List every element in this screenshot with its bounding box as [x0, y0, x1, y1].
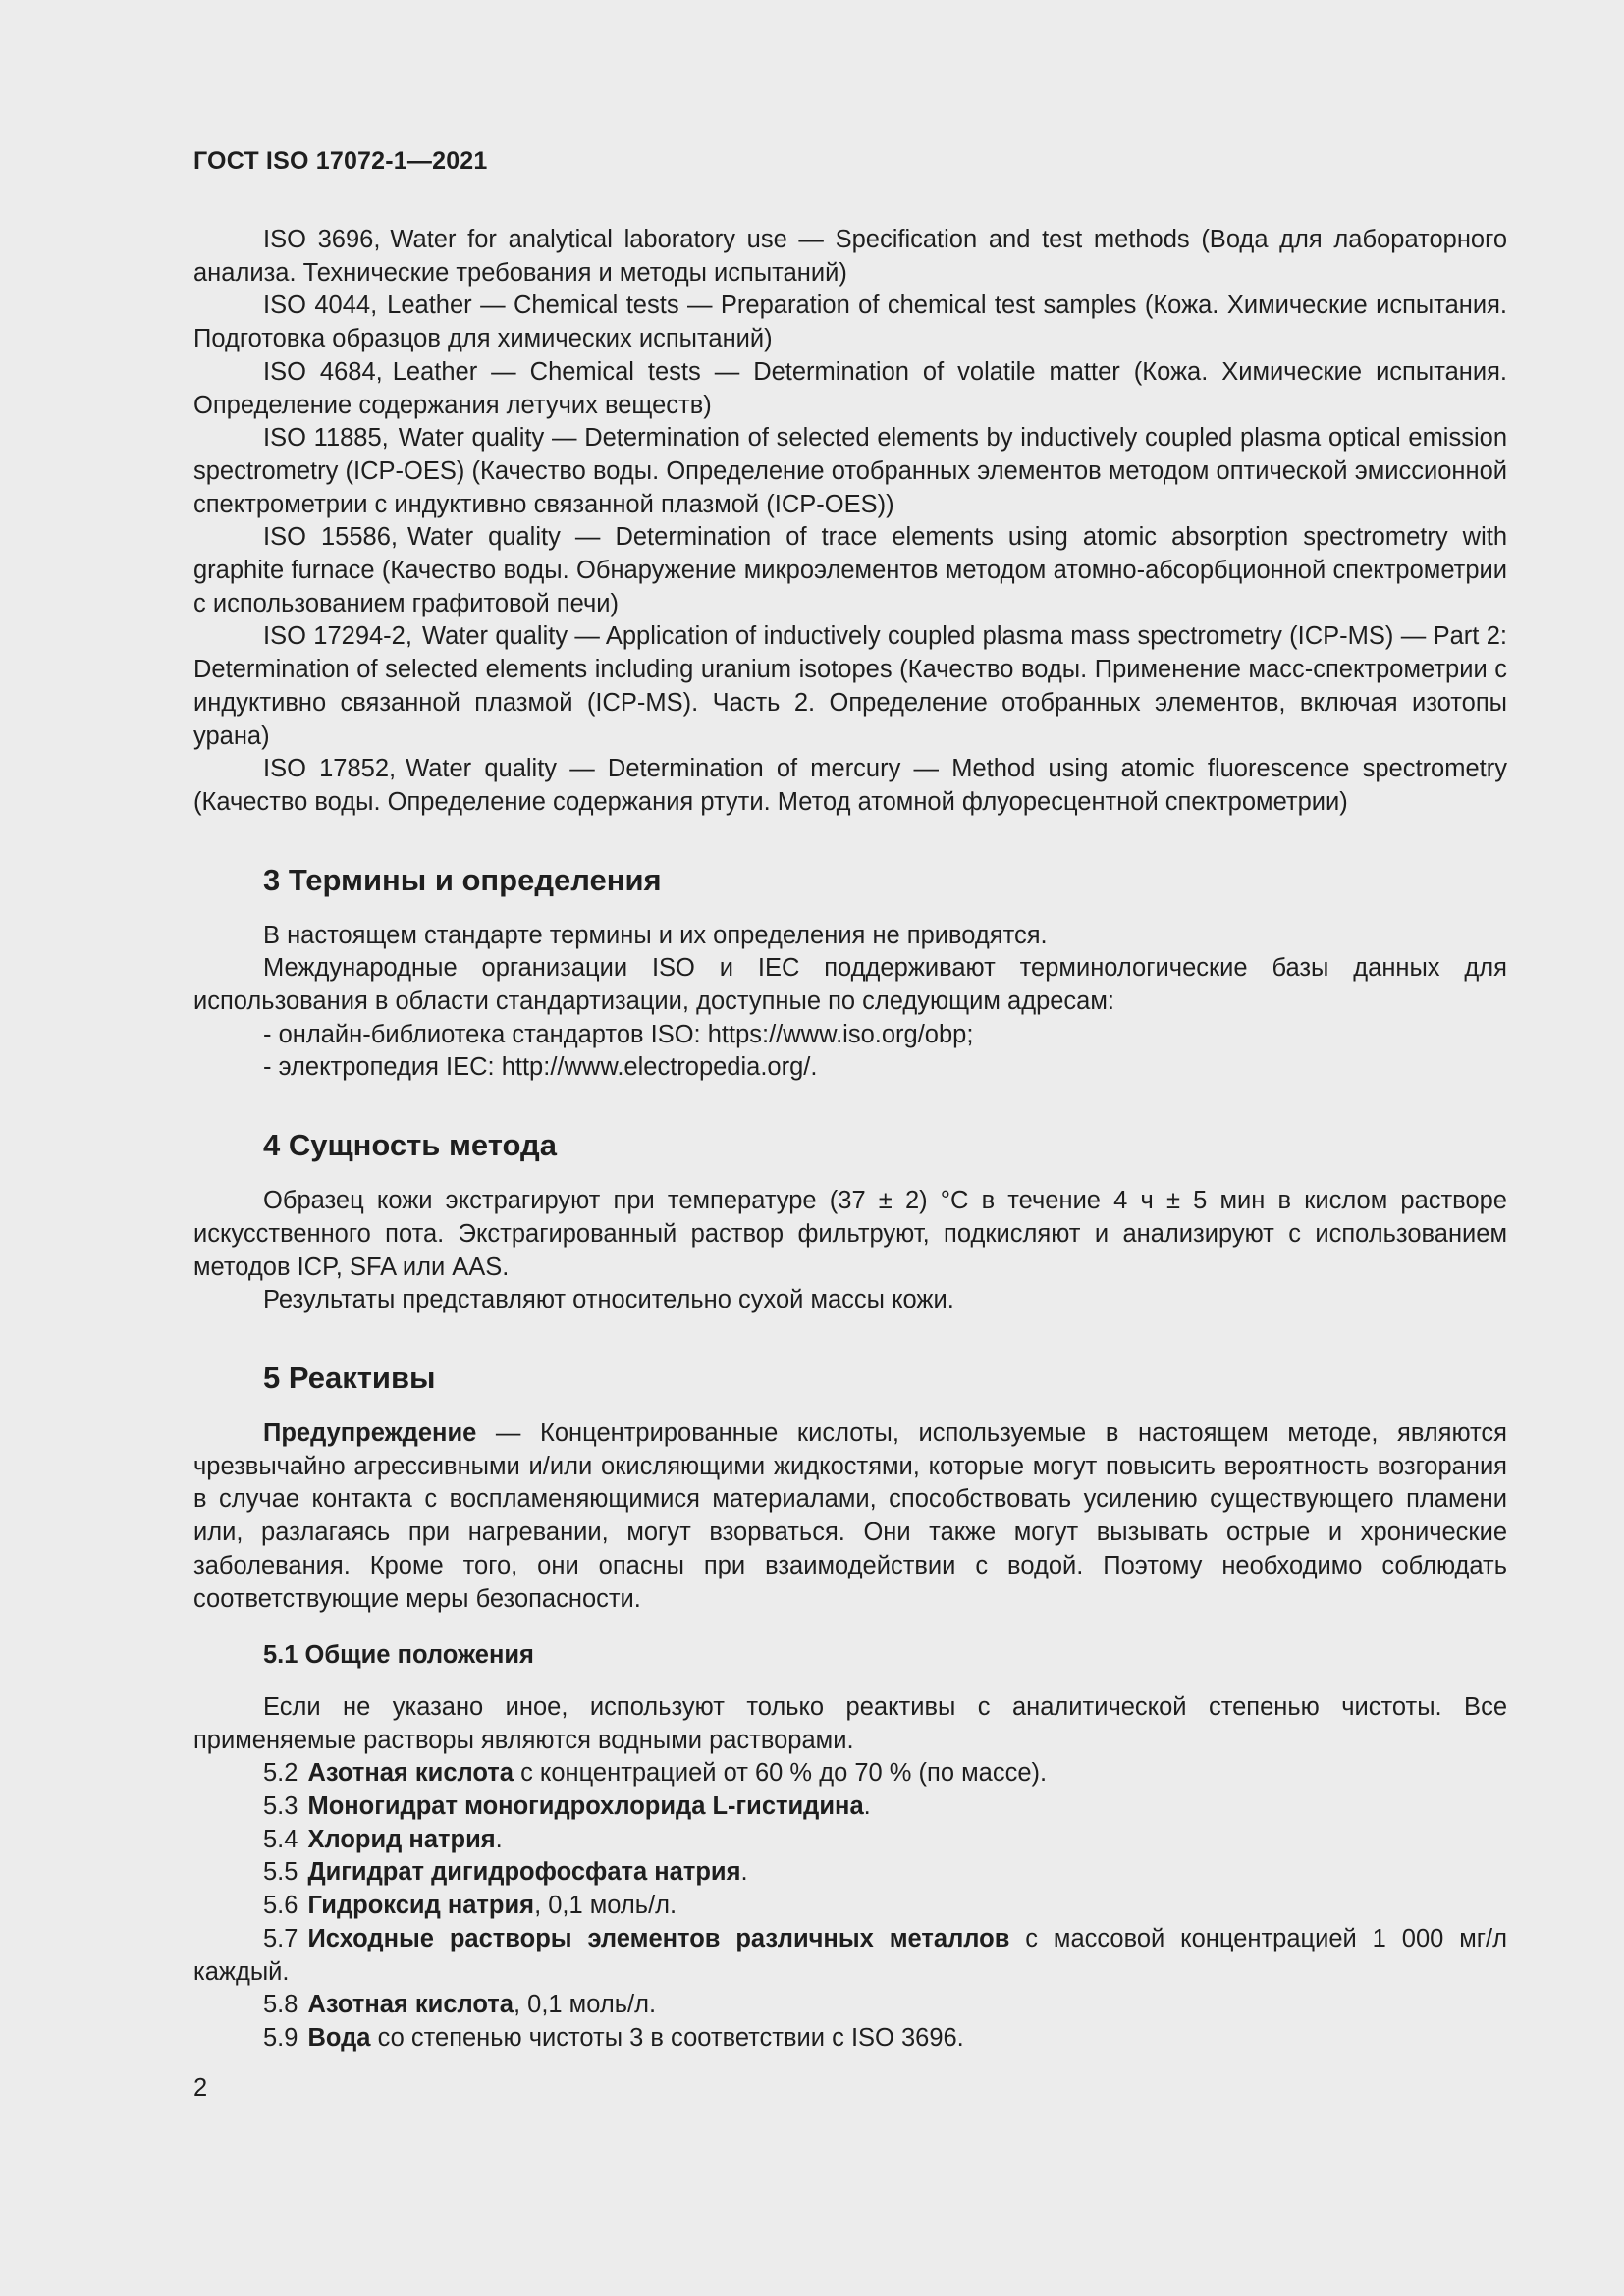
reagent-item [193, 1757, 1507, 1790]
reagent-name: Гидроксид натрия [307, 1892, 535, 1920]
reagent-number: 5.5 [263, 1858, 298, 1887]
subsection-5-1-paragraph: Если не указано иное, используют только реактивы с аналитической степенью чистоты. Все применяемые растворы являются водными растворами. [193, 1692, 1507, 1754]
reference-code: ISO 11885, [263, 424, 389, 453]
reagent-number: 5.7 [263, 1924, 298, 1952]
reference-item [193, 356, 1507, 422]
section-3-bullet: - онлайн-библиотека стандартов ISO: https://www.iso.org/obp; [263, 1020, 974, 1048]
subsection-5-1-heading: 5.1 Общие положения [263, 1641, 534, 1670]
reagent-detail: со степенью чистоты 3 в соответствии с ISO 3696. [370, 2023, 964, 2052]
reagent-detail: с концентрацией от 60 % до 70 % (по массе). [513, 1759, 1048, 1788]
section-4-heading: 4 Сущность метода [263, 1128, 557, 1163]
reference-item [193, 620, 1507, 753]
reagent-name: Хлорид натрия [307, 1825, 496, 1853]
reagent-item [193, 1790, 1507, 1824]
reagent-number: 5.2 [263, 1759, 298, 1788]
reference-code: ISO 3696, [263, 226, 381, 253]
reference-code: ISO 4684, [263, 357, 383, 386]
reagent-name: Азотная кислота [307, 1991, 514, 2019]
warning-paragraph [193, 1417, 1507, 1616]
reagent-name: Исходные растворы элементов различных металлов [307, 1924, 1010, 1952]
reagent-name: Вода [307, 2023, 371, 2052]
reagent-name: Дигидрат дигидрофосфата натрия [307, 1858, 741, 1887]
reagent-number: 5.9 [263, 2023, 298, 2052]
reference-text: Water quality — Determination of mercury — Method using atomic fluorescence spectrometry (Качество воды. Определение содержания ртути. Метод атомной флуоресцентной спектрометрии) [193, 755, 1507, 816]
section-5-heading: 5 Реактивы [263, 1360, 436, 1395]
reagent-item [193, 1890, 1507, 1923]
reagent-item [193, 1989, 1507, 2022]
reference-code: ISO 4044, [263, 292, 378, 320]
warning-text: — Концентрированные кислоты, используемые в настоящем методе, являются чрезвычайно агрессивными и/или окисляющими жидкостями, которые могут повысить вероятность возгорания в случае контакта с воспламеняющимися материалами, способствовать усилению существующего пламени или, разлагаясь при нагревании, могут взорваться. Они также могут вызывать острые и хронические заболевания. Кроме того, они опасны при взаимодействии с водой. Поэтому необходимо соблюдать соответствующие меры безопасности. [193, 1418, 1507, 1613]
reference-text: Leather — Chemical tests — Determination of volatile matter (Кожа. Химические испытания. Определение содержания летучих веществ) [193, 357, 1507, 419]
reagent-item [193, 1923, 1507, 1989]
section-3-paragraph: Международные организации ISO и IEC поддерживают терминологические базы данных для использования в области стандартизации, доступные по следующим адресам: [193, 954, 1507, 1016]
section-3-bullet: - электропедия IEC: http://www.electropedia.org/. [263, 1053, 818, 1082]
reference-item [193, 422, 1507, 521]
reagent-item [193, 2022, 1507, 2056]
reference-code: ISO 15586, [263, 523, 398, 552]
reference-code: ISO 17852, [263, 755, 397, 783]
reference-text: Water for analytical laboratory use — Specification and test methods (Вода для лабораторного анализа. Технические требования и методы испытаний) [193, 226, 1508, 287]
section-4-paragraph: Результаты представляют относительно сухой массы кожи. [263, 1286, 954, 1314]
reagent-detail: . [740, 1858, 748, 1887]
page-header: ГОСТ ISO 17072-1—2021 [193, 147, 488, 175]
reference-item [193, 224, 1507, 290]
reference-text: Water quality — Determination of trace elements using atomic absorption spectrometry with graphite furnace (Качество воды. Обнаружение микроэлементов методом атомно-абсорбционной спектрометрии с использованием графитовой печи) [193, 523, 1507, 617]
reagent-number: 5.6 [263, 1892, 298, 1920]
reference-code: ISO 17294-2, [263, 622, 412, 651]
reagent-item [193, 1856, 1507, 1890]
reagent-number: 5.8 [263, 1991, 298, 2019]
page-number: 2 [193, 2074, 208, 2102]
reference-text: Water quality — Determination of selected elements by inductively coupled plasma optical emission spectrometry (ICP-OES) (Качество воды. Определение отобранных элементов методом оптической эмиссионной спектрометрии с индуктивно связанной плазмой (ICP-OES)) [193, 424, 1507, 518]
warning-label: Предупреждение [263, 1418, 477, 1447]
section-3-heading: 3 Термины и определения [263, 862, 662, 897]
page-content [193, 224, 1507, 2056]
reagent-item [193, 1824, 1507, 1857]
reference-item [193, 753, 1507, 819]
section-4-paragraph: Образец кожи экстрагируют при температуре (37 ± 2) °С в течение 4 ч ± 5 мин в кислом растворе искусственного пота. Экстрагированный раствор фильтруют, подкисляют и анализируют с использованием методов ICP, SFA или AAS. [193, 1187, 1507, 1281]
reagent-number: 5.4 [263, 1825, 298, 1853]
reference-item [193, 521, 1507, 620]
reagent-detail: . [863, 1792, 871, 1821]
reference-text: Leather — Chemical tests — Preparation of chemical test samples (Кожа. Химические испытания. Подготовка образцов для химических испытаний) [193, 292, 1507, 353]
reagent-number: 5.3 [263, 1792, 298, 1821]
reagent-name: Моногидрат моногидрохлорида L-гистидина [307, 1792, 864, 1821]
reagent-detail: , 0,1 моль/л. [513, 1991, 657, 2019]
reagent-detail: , 0,1 моль/л. [534, 1892, 677, 1920]
reference-item [193, 290, 1507, 355]
reagent-name: Азотная кислота [307, 1759, 514, 1788]
section-3-paragraph: В настоящем стандарте термины и их определения не приводятся. [263, 921, 1048, 949]
reagent-detail: с массовой концентрацией 1 000 мг/л каждый. [193, 1924, 1507, 1986]
reference-text: Water quality — Application of inductively coupled plasma mass spectrometry (ICP-MS) — Part 2: Determination of selected elements including uranium isotopes (Качество воды. Применение масс-спектрометрии с индуктивно связанной плазмой (ICP-MS). Часть 2. Определение отобранных элементов, включая изотопы урана) [193, 622, 1507, 750]
reagent-detail: . [495, 1825, 503, 1853]
